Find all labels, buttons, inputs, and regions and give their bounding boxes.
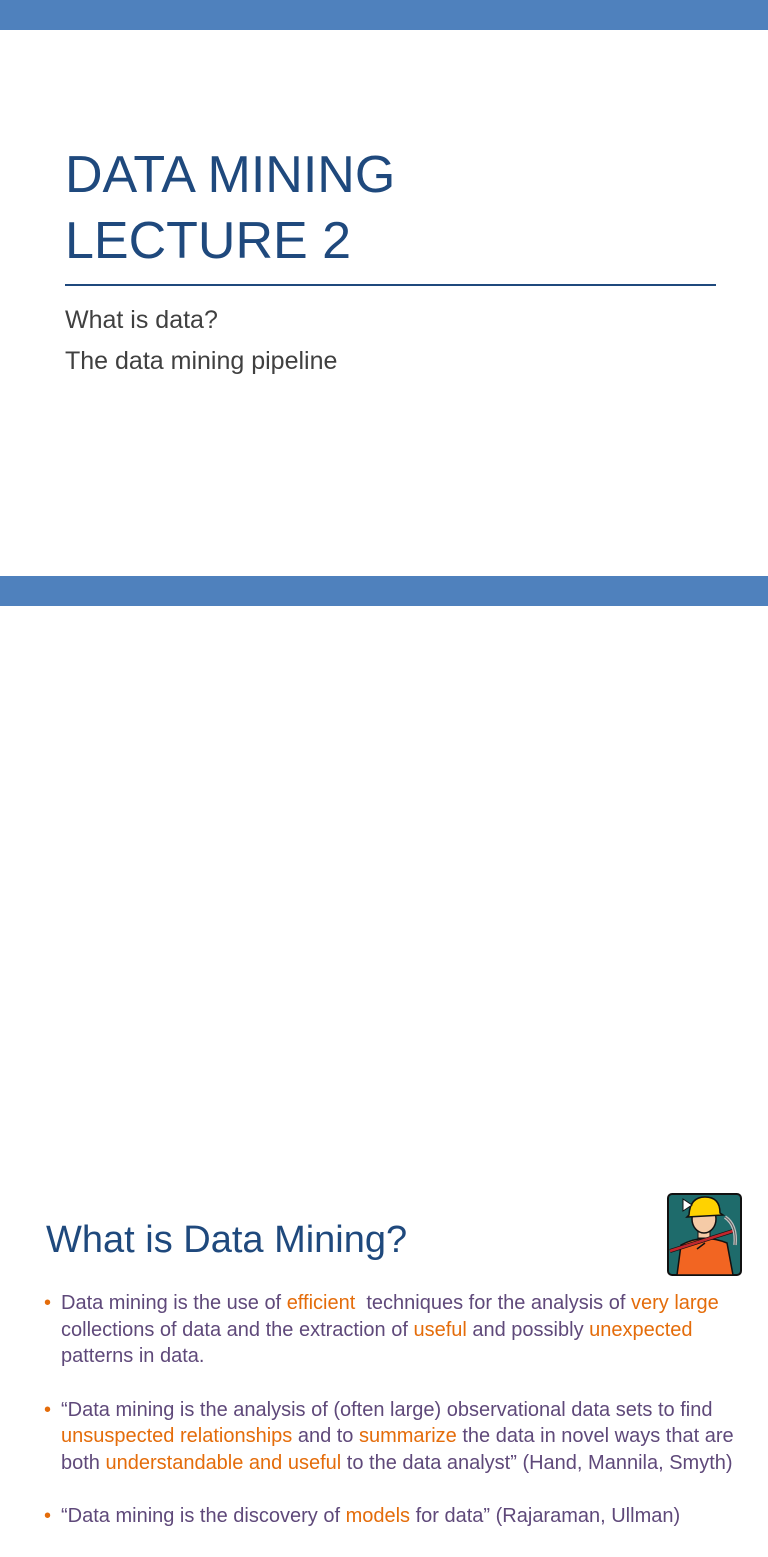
- bullet-item: • Data mining is the use of efficient techniques for the analysis of very large collections of data and the extraction of useful and possibly unexpected patterns in data.: [44, 1292, 719, 1367]
- bullet-item: • “Data mining is the discovery of models for data” (Rajaraman, Ullman): [44, 1505, 681, 1527]
- slide-heading: What is Data Mining?: [46, 1219, 408, 1261]
- slide-title: [0, 0, 768, 576]
- subtitle-line-1: What is data?: [65, 306, 218, 334]
- miner-with-pickaxe-icon: [667, 1193, 742, 1276]
- bullet-list: [44, 1290, 734, 1557]
- slide-title-heading: [65, 142, 395, 274]
- slide-subtitle: [65, 300, 337, 382]
- title-divider: [65, 284, 716, 286]
- title-line-2: LECTURE 2: [65, 212, 352, 270]
- bullet-item: • “Data mining is the analysis of (often large) observational data sets to find unsuspected relationships and to summarize the data in novel ways that are both understandable and useful to the data analyst” (Hand, Mannila, Smyth): [44, 1398, 734, 1474]
- title-line-1: DATA MINING: [65, 146, 396, 204]
- slide-what-is-data-mining: [0, 576, 768, 1527]
- slide-top-bar: [0, 0, 768, 30]
- slide-top-bar: [0, 576, 768, 606]
- subtitle-line-2: The data mining pipeline: [65, 347, 338, 375]
